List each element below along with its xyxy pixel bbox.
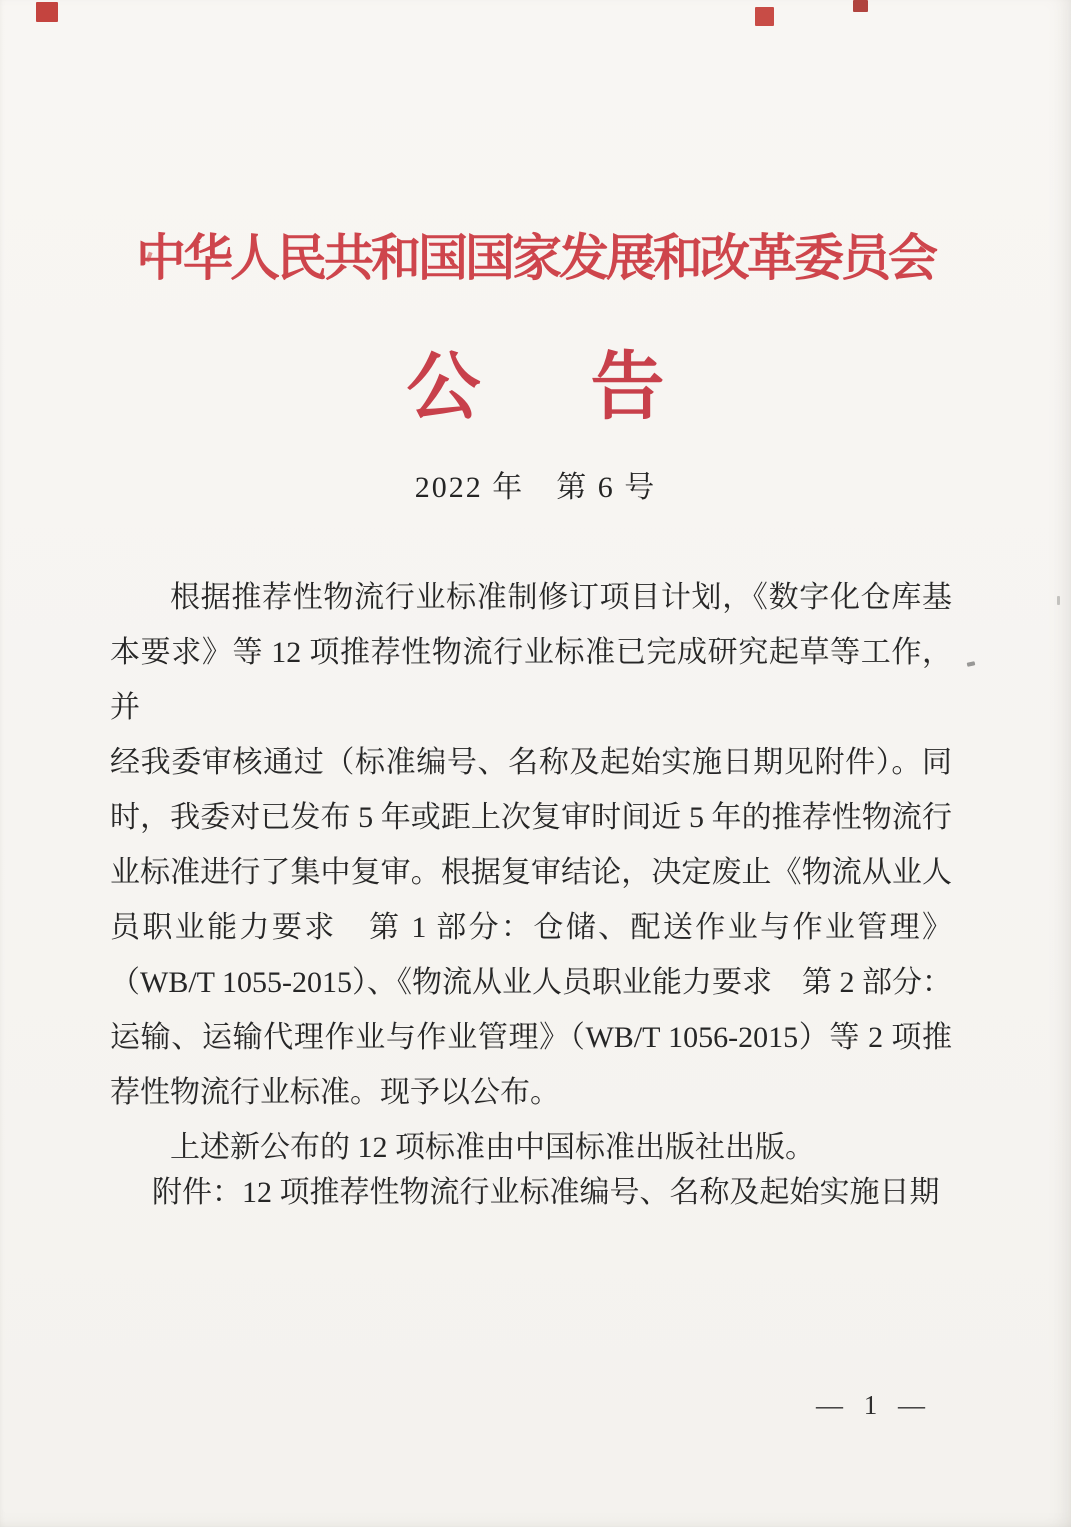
announcement-body xyxy=(110,570,952,1175)
body-line: 员职业能力要求 第 1 部分：仓储、配送作业与作业管理》 xyxy=(110,911,952,944)
body-line: 上述新公布的 12 项标准由中国标准出版社出版。 xyxy=(170,1131,815,1164)
attachment-reference: 附件：12 项推荐性物流行业标准编号、名称及起始实施日期 xyxy=(152,1176,940,1209)
body-line: 根据推荐性物流行业标准制修订项目计划，《数字化仓库基 xyxy=(170,581,952,614)
issue-number: 2022 年 第 6 号 xyxy=(414,471,657,504)
print-registration-mark xyxy=(853,0,868,12)
doc-type-char: 公 xyxy=(406,347,481,429)
document-type-title xyxy=(0,346,1071,431)
issuer-title: 中华人民共和国国家发展和改革委员会 xyxy=(136,230,935,286)
scan-speck xyxy=(967,661,976,667)
print-registration-mark xyxy=(36,2,58,22)
body-line: 经我委审核通过（标准编号、名称及起始实施日期见附件）。同 xyxy=(110,746,952,779)
body-line: 业标准进行了集中复审。根据复审结论，决定废止《物流从业人 xyxy=(110,856,952,889)
body-line: 运输、运输代理作业与作业管理》（WB/T 1056-2015）等 2 项推 xyxy=(110,1021,952,1054)
print-registration-mark xyxy=(755,7,774,26)
page-number: — 1 — xyxy=(816,1390,932,1420)
doc-type-char: 告 xyxy=(590,347,665,429)
body-line: 时，我委对已发布 5 年或距上次复审时间近 5 年的推荐性物流行 xyxy=(110,801,952,834)
body-line: 本要求》等 12 项推荐性物流行业标准已完成研究起草等工作，并 xyxy=(110,636,952,724)
body-line: （WB/T 1055-2015）、《物流从业人员职业能力要求 第 2 部分： xyxy=(110,966,952,999)
body-line: 荐性物流行业标准。现予以公布。 xyxy=(110,1076,560,1109)
scan-speck xyxy=(1057,596,1060,605)
